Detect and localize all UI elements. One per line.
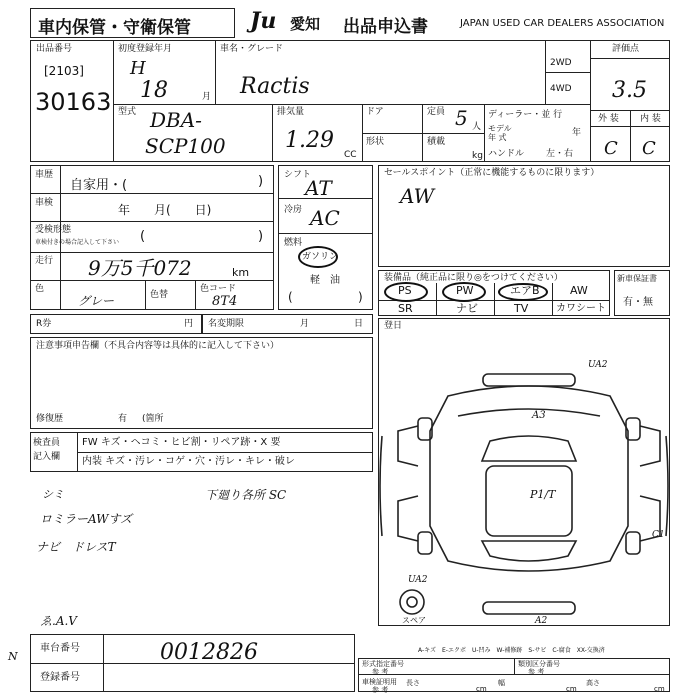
width-unit: cm bbox=[566, 685, 577, 693]
model-line2: SCP100 bbox=[145, 134, 226, 158]
fuel-close: ) bbox=[358, 290, 363, 304]
spec-table bbox=[30, 40, 670, 162]
fuel-open: ( bbox=[288, 290, 293, 304]
inspection-template: 年 月( 日) bbox=[118, 203, 212, 217]
load-unit: kg bbox=[472, 151, 483, 161]
handle-options: 左・右 bbox=[546, 149, 574, 159]
rating-label: 評価点 bbox=[612, 44, 640, 54]
repair-place: (箇所 bbox=[142, 414, 164, 424]
dealer-year-unit: 年 bbox=[572, 128, 582, 138]
mark-rear-ua2: UA2 bbox=[408, 575, 428, 585]
history-close: ) bbox=[258, 174, 264, 189]
remark-navi: ナビ ドレスT bbox=[36, 540, 116, 554]
door-label: ドア bbox=[366, 107, 384, 117]
r-ticket-block bbox=[30, 314, 202, 334]
class-label: 類別区分番号 bbox=[518, 660, 560, 668]
receipt-close: ) bbox=[258, 229, 264, 244]
equip-leather-seat: カワシート bbox=[556, 303, 606, 314]
color-value: グレー bbox=[78, 294, 115, 308]
height-label: 高さ bbox=[586, 679, 600, 687]
chassis-label: 車台番号 bbox=[40, 643, 80, 654]
inspector-interior-row: 内装 キズ・汚レ・コゲ・穴・汚レ・キレ・破レ bbox=[82, 456, 295, 467]
fuel-gasoline: ガソリン bbox=[302, 252, 339, 262]
receipt-open: ( bbox=[140, 229, 146, 244]
r-ticket-label: R券 bbox=[36, 319, 52, 329]
rating-interior: C bbox=[642, 138, 656, 159]
registration-era: H bbox=[130, 58, 146, 79]
history-label: 車歴 bbox=[35, 170, 54, 180]
capacity-value: 5 bbox=[455, 106, 468, 130]
remark-stain: シミ bbox=[42, 488, 64, 501]
hood-line bbox=[458, 409, 600, 416]
logo-region: 愛知 bbox=[290, 15, 321, 33]
damage-legend: A-キズ E-エクボ U-凹み W-補修跡 S-サビ C-腐食 XX-交換済 bbox=[418, 647, 605, 654]
equip-aw: AW bbox=[570, 284, 588, 297]
mark-front-ua2: UA2 bbox=[588, 360, 608, 370]
rear-window-shape bbox=[482, 541, 576, 561]
car-name-value: Ractis bbox=[240, 74, 310, 99]
lot-number: 30163 bbox=[35, 88, 112, 116]
equip-sr: SR bbox=[398, 302, 413, 315]
dealer-model-year: モデル 年 式 bbox=[488, 124, 512, 142]
notes-label: 注意事項申告欄（不具合内容等は具体的に記入して下さい） bbox=[36, 341, 280, 351]
mileage-unit: km bbox=[232, 266, 250, 279]
color-label: 色 bbox=[35, 284, 45, 294]
name-change-month: 月 bbox=[300, 319, 310, 329]
rating-exterior: C bbox=[604, 138, 618, 159]
shift-value: AT bbox=[305, 176, 332, 200]
warranty-label: 新車保証書 bbox=[617, 274, 657, 283]
association-name: JAPAN USED CAR DEALERS ASSOCIATION bbox=[460, 18, 665, 29]
lot-sub-code: [2103] bbox=[44, 64, 84, 78]
warranty-value: 有・無 bbox=[623, 297, 653, 308]
model-label: 型式 bbox=[118, 107, 137, 117]
registration-label: 初度登録年月 bbox=[118, 44, 173, 54]
color-change-label: 色替 bbox=[150, 290, 169, 300]
registration-month-unit: 月 bbox=[202, 92, 212, 102]
equip-ps: PS bbox=[398, 284, 412, 297]
ac-label: 冷房 bbox=[284, 205, 303, 215]
load-label: 積載 bbox=[427, 137, 446, 147]
displacement-value: 1.29 bbox=[285, 128, 334, 153]
mark-roof-pt: P1/T bbox=[530, 488, 556, 501]
mark-hood-a3: A3 bbox=[532, 410, 546, 421]
fuel-diesel: 軽 油 bbox=[310, 275, 340, 286]
name-change-label: 名変期限 bbox=[208, 319, 245, 329]
right-side-view bbox=[666, 436, 668, 536]
r-ticket-unit: 円 bbox=[184, 319, 194, 329]
sheet-title: 出品申込書 bbox=[343, 17, 428, 37]
name-change-day: 日 bbox=[354, 319, 364, 329]
mark-side-c1: C1 bbox=[652, 530, 665, 540]
remark-av: ゑ.A.V bbox=[40, 614, 77, 628]
vehicle-cert-label: 車検証明用 bbox=[362, 678, 397, 686]
rear-bumper-shape bbox=[483, 602, 575, 614]
ju-logo: Ju bbox=[250, 8, 277, 34]
sales-point-block bbox=[378, 165, 670, 267]
spare-label: スペア bbox=[402, 616, 426, 625]
left-side-view bbox=[380, 436, 382, 536]
spare-tire-shape bbox=[400, 590, 424, 614]
type-cert-label: 形式指定番号 bbox=[362, 660, 404, 668]
sales-point-label: セールスポイント（正常に機能するものに限ります） bbox=[384, 168, 600, 178]
right-front-side bbox=[640, 426, 660, 466]
drive-2wd: 2WD bbox=[550, 58, 572, 68]
length-unit: cm bbox=[476, 685, 487, 693]
type-cert-ref: 参 考 bbox=[372, 668, 389, 676]
margin-mark: N bbox=[8, 650, 18, 663]
spare-tire-hub bbox=[407, 597, 417, 607]
displacement-unit: CC bbox=[344, 150, 357, 160]
front-bumper-shape bbox=[483, 374, 575, 386]
drive-4wd: 4WD bbox=[550, 84, 572, 94]
chassis-number: 0012826 bbox=[160, 640, 258, 665]
inspector-fw-row: FW キズ・ヘコミ・ヒビ割・リペア跡・X 要 bbox=[82, 437, 281, 448]
roof-shape bbox=[486, 466, 572, 536]
handle-label: ハンドル bbox=[488, 149, 525, 159]
windshield-shape bbox=[482, 436, 576, 461]
shape-label: 形状 bbox=[366, 137, 385, 147]
rating-score: 3.5 bbox=[612, 78, 647, 103]
registration-number-label: 登録番号 bbox=[40, 672, 80, 683]
displacement-label: 排気量 bbox=[277, 107, 305, 117]
model-line1: DBA- bbox=[150, 108, 202, 132]
ac-value: AC bbox=[310, 206, 340, 230]
wheel-rear-left bbox=[418, 532, 432, 554]
capacity-label: 定員 bbox=[427, 107, 446, 117]
receipt-note: 車検付きの場合記入して下さい bbox=[35, 239, 120, 246]
equip-navi: ナビ bbox=[456, 302, 478, 315]
capacity-unit: 人 bbox=[472, 122, 482, 132]
remark-mirror: ロミラーAWすズ bbox=[40, 512, 133, 526]
rating-interior-label: 内 装 bbox=[640, 114, 661, 124]
inspection-label: 車検 bbox=[35, 198, 54, 208]
equip-airbag: エアB bbox=[510, 284, 540, 297]
history-value: 自家用・( bbox=[70, 178, 128, 193]
lot-number-label: 出品番号 bbox=[36, 44, 73, 54]
left-rear-side bbox=[398, 496, 418, 541]
car-name-label: 車名・グレード bbox=[220, 44, 284, 54]
fuel-label: 燃料 bbox=[284, 238, 303, 248]
class-ref: 参 考 bbox=[528, 668, 545, 676]
car-body-outline bbox=[430, 386, 628, 571]
receipt-label: 受検形態 bbox=[35, 225, 72, 235]
registration-date-label: 登日 bbox=[384, 321, 403, 331]
mileage-label: 走行 bbox=[35, 256, 54, 266]
shift-label: シフト bbox=[284, 170, 312, 180]
equip-tv: TV bbox=[514, 302, 529, 315]
color-code-label: 色コード bbox=[200, 284, 237, 294]
wheel-rear-right bbox=[626, 532, 640, 554]
height-unit: cm bbox=[654, 685, 665, 693]
mileage-value: 9万5千072 bbox=[88, 256, 192, 280]
repair-label: 修復歴 bbox=[36, 414, 64, 424]
width-label: 幅 bbox=[498, 679, 505, 687]
equip-pw: PW bbox=[456, 284, 474, 297]
equipment-label: 装備品（純正品に限り◎をつけてください） bbox=[384, 273, 563, 283]
storage-title: 車内保管・守衛保管 bbox=[38, 18, 191, 38]
registration-year: 18 bbox=[140, 78, 168, 103]
sales-point-value: AW bbox=[400, 184, 435, 208]
color-code-value: 8T4 bbox=[212, 294, 238, 309]
inspector-label: 検査員 記入欄 bbox=[33, 438, 61, 462]
dealer-parallel: ディーラー・並 行 bbox=[488, 110, 563, 120]
left-front-side bbox=[398, 426, 418, 466]
rating-exterior-label: 外 装 bbox=[598, 114, 619, 124]
repair-value: 有 bbox=[118, 414, 128, 424]
length-label: 長さ bbox=[406, 679, 420, 687]
mark-bumper-a2: A2 bbox=[535, 616, 548, 626]
vehicle-cert-ref: 参 考 bbox=[372, 686, 389, 694]
remark-underbody: 下廻り各所 SC bbox=[205, 488, 287, 502]
